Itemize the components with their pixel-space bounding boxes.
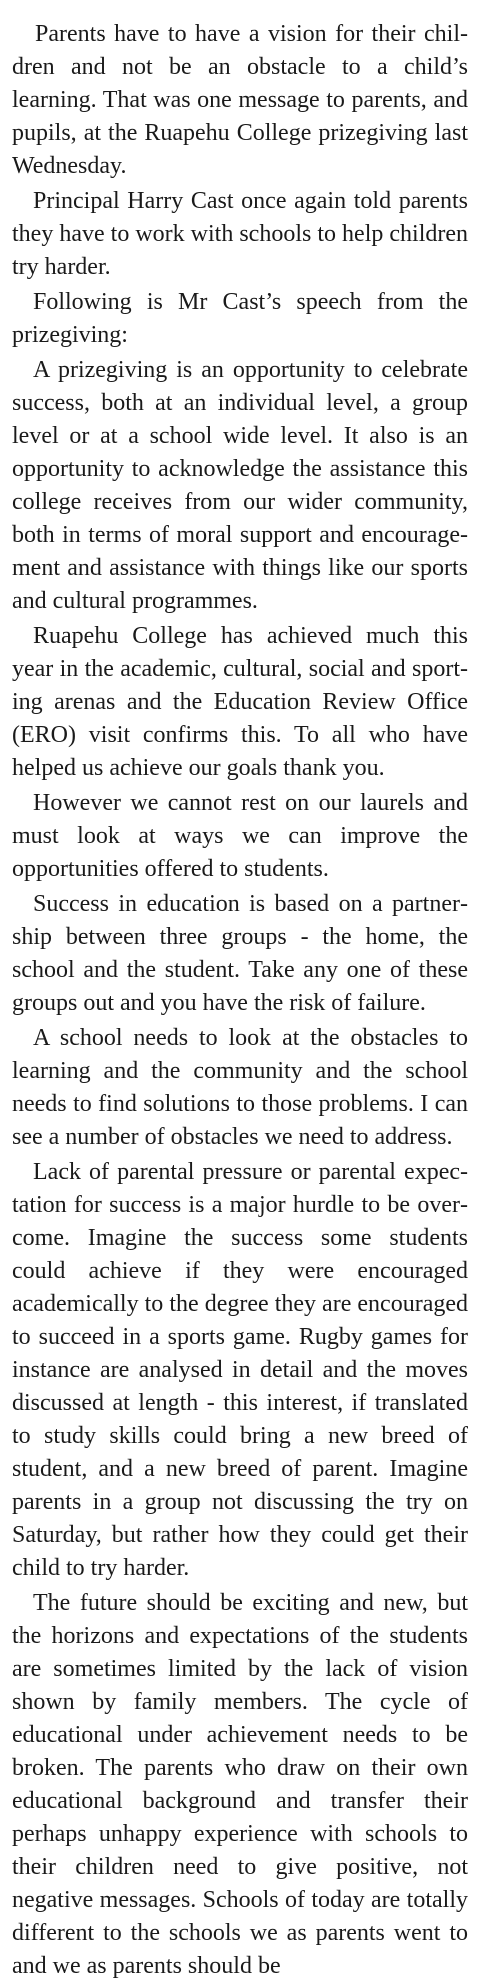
article-paragraph-2: Principal Harry Cast once again told parents they have to work with schools to help children try harder. [12,188,468,280]
article-paragraph-6: However we cannot rest on our laurels and must look at ways we can improve the opportunities offered to students. [12,790,468,882]
article-paragraph-5: Ruapehu College has achieved much this year in the academic, cultural, social and sporting arenas and the Education Review Office (ERO) visit confirms this. To all who have helped us achieve our goals thank you. [12,623,468,781]
article-paragraph-3: Following is Mr Cast’s speech from the prizegiving: [12,289,468,348]
article-paragraph-9: Lack of parental pressure or parental expectation for success is a major hurdle to be overcome. Imagine the success some students could achieve if they were encouraged academically to the degree they are encouraged to succeed in a sports game. Rugby games for instance are analysed in detail and the moves discussed at length - this interest, if translated to study skills could bring a new breed of student, and a new breed of parent. Imagine parents in a group not discussing the try on Saturday, but rather how they could get their child to try harder. [12,1159,468,1581]
article-paragraph-8: A school needs to look at the obstacles to learning and the community and the school needs to find solutions to those problems. I can see a number of obstacles we need to address. [12,1025,468,1150]
article-paragraph-7: Success in education is based on a partnership between three groups - the home, the school and the student. Take any one of these groups out and you have the risk of failure. [12,891,468,1016]
article-paragraph-4: A prizegiving is an opportunity to celebrate success, both at an individual level, a group level or at a school wide level. It also is an opportunity to acknowledge the assistance this college receives from our wider community, both in terms of moral support and encouragement and assistance with things like our sports and cultural programmes. [12,357,468,614]
article-paragraph-1: Parents have to have a vision for their children and not be an obstacle to a child’s learning. That was one message to parents, and pupils, at the Ruapehu College prizegiving last Wednesday. [12,21,468,179]
article-paragraph-10: The future should be exciting and new, but the horizons and expectations of the students are sometimes limited by the lack of vision shown by family members. The cycle of educational under achievement needs to be broken. The parents who draw on their own educational background and transfer their perhaps unhappy experience with schools to their children need to give positive, not negative messages. Schools of today are totally different to the schools we as parents went to and we as parents should be [12,1590,468,1979]
